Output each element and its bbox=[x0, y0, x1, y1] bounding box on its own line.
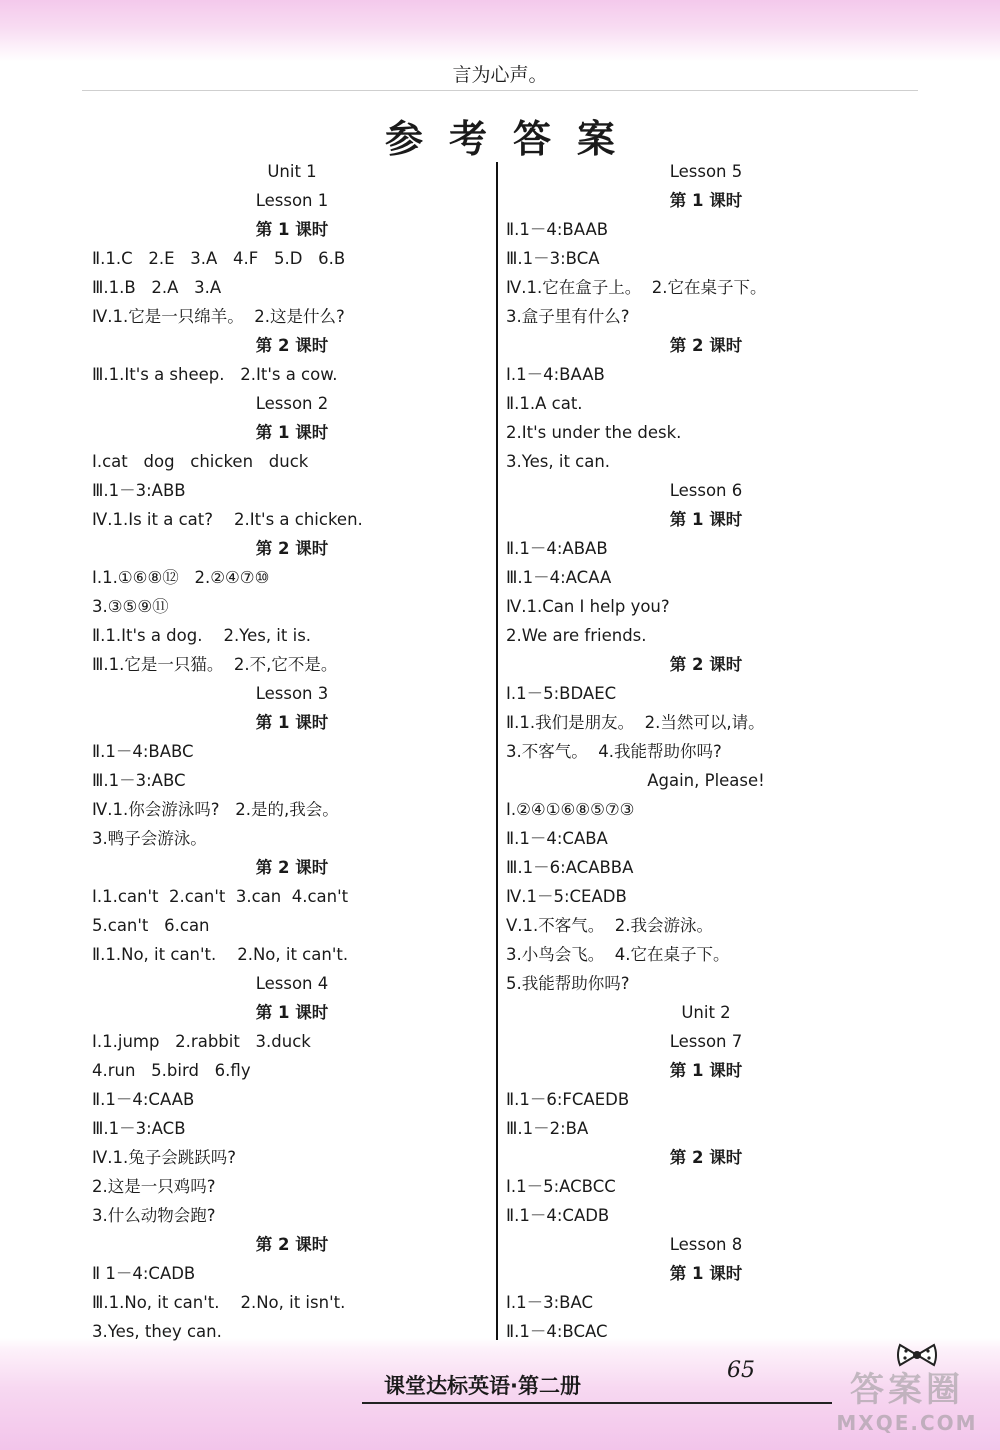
answer-line: Ⅰ.1－5:ACBCC bbox=[506, 1177, 616, 1196]
answer-line: 3.不客气。 4.我能帮助你吗? bbox=[506, 742, 722, 761]
answer-line: Ⅰ.cat dog chicken duck bbox=[92, 452, 309, 471]
answer-line: 3.什么动物会跑? bbox=[92, 1206, 216, 1225]
answer-column-right bbox=[506, 157, 906, 1346]
answer-line: Ⅳ.1.它在盒子上。 2.它在桌子下。 bbox=[506, 278, 767, 297]
answer-line: Ⅰ.1－5:BDAEC bbox=[506, 684, 617, 703]
section-heading: Lesson 3 bbox=[255, 684, 329, 703]
section-heading: Lesson 4 bbox=[255, 974, 329, 993]
answer-line: Ⅱ.1－4:ABAB bbox=[506, 539, 608, 558]
page-title: 参考答案 bbox=[384, 116, 641, 161]
section-heading: 第 1 课时 bbox=[255, 1003, 329, 1022]
answer-line: 2.这是一只鸡吗? bbox=[92, 1177, 216, 1196]
watermark-text: 答案圈 bbox=[850, 1370, 964, 1410]
answer-line: Ⅲ.1－2:BA bbox=[506, 1119, 589, 1138]
answer-line: 5.can't 6.can bbox=[92, 916, 210, 935]
section-heading: Lesson 5 bbox=[669, 162, 743, 181]
section-heading: Lesson 7 bbox=[669, 1032, 743, 1051]
header-rule bbox=[82, 90, 918, 91]
answer-line: Ⅰ.1－3:BAC bbox=[506, 1293, 594, 1312]
answer-line: 3.盒子里有什么? bbox=[506, 307, 630, 326]
section-heading: Lesson 8 bbox=[669, 1235, 743, 1254]
answer-line: 5.我能帮助你吗? bbox=[506, 974, 630, 993]
section-heading: 第 2 课时 bbox=[255, 858, 329, 877]
section-heading: 第 1 课时 bbox=[669, 1061, 743, 1080]
answer-line: Ⅱ.1.C 2.E 3.A 4.F 5.D 6.B bbox=[92, 249, 346, 268]
section-heading: Lesson 6 bbox=[669, 481, 743, 500]
answer-line: Ⅲ.1－4:ACAA bbox=[506, 568, 612, 587]
section-heading: Unit 1 bbox=[267, 162, 317, 181]
column-divider bbox=[496, 162, 498, 1340]
answer-line: 3.Yes, it can. bbox=[506, 452, 611, 471]
answer-line: Ⅲ.1－3:ABC bbox=[92, 771, 186, 790]
answer-line: 3.鸭子会游泳。 bbox=[92, 829, 207, 848]
answer-line: Ⅱ.1.我们是朋友。 2.当然可以,请。 bbox=[506, 713, 765, 732]
section-heading: 第 1 课时 bbox=[255, 220, 329, 239]
section-heading: 第 2 课时 bbox=[255, 1235, 329, 1254]
answer-line: Ⅱ.1－4:CAAB bbox=[92, 1090, 195, 1109]
answer-line: 2.It's under the desk. bbox=[506, 423, 682, 442]
section-heading: 第 2 课时 bbox=[669, 336, 743, 355]
answer-line: Ⅰ.1.can't 2.can't 3.can 4.can't bbox=[92, 887, 349, 906]
answer-line: Ⅱ.1－4:BCAC bbox=[506, 1322, 608, 1341]
header-motto: 言为心声。 bbox=[452, 64, 548, 86]
section-heading: 第 1 课时 bbox=[669, 191, 743, 210]
section-heading: 第 1 课时 bbox=[255, 423, 329, 442]
answer-line: Ⅱ.1.No, it can't. 2.No, it can't. bbox=[92, 945, 349, 964]
answer-line: Ⅲ.1.它是一只猫。 2.不,它不是。 bbox=[92, 655, 338, 674]
answer-line: Ⅲ.1.No, it can't. 2.No, it isn't. bbox=[92, 1293, 346, 1312]
answer-line: 2.We are friends. bbox=[506, 626, 647, 645]
watermark-url: MXQE.COM bbox=[836, 1411, 978, 1435]
section-heading: 第 1 课时 bbox=[255, 713, 329, 732]
bow-icon bbox=[896, 1342, 938, 1368]
section-heading: Lesson 2 bbox=[255, 394, 329, 413]
answer-line: Ⅱ.1－4:CADB bbox=[506, 1206, 610, 1225]
section-heading: Unit 2 bbox=[681, 1003, 731, 1022]
section-heading: 第 2 课时 bbox=[255, 336, 329, 355]
answer-line: Ⅱ.1.A cat. bbox=[506, 394, 583, 413]
answer-line: Ⅰ.②④①⑥⑧⑤⑦③ bbox=[506, 800, 635, 819]
answer-line: Ⅱ.1－4:CABA bbox=[506, 829, 608, 848]
watermark-logo bbox=[822, 1368, 992, 1440]
top-decorative-band bbox=[0, 0, 1000, 62]
answer-line: 3.Yes, they can. bbox=[92, 1322, 222, 1341]
answer-line: Ⅰ.1－4:BAAB bbox=[506, 365, 605, 384]
answer-line: Ⅲ.1－3:BCA bbox=[506, 249, 600, 268]
answer-line: Ⅰ.1.①⑥⑧⑫ 2.②④⑦⑩ bbox=[92, 568, 270, 587]
answer-column-left bbox=[92, 157, 492, 1346]
answer-line: Ⅱ.1－6:FCAEDB bbox=[506, 1090, 630, 1109]
answer-line: Ⅳ.1.它是一只绵羊。 2.这是什么? bbox=[92, 307, 345, 326]
answer-line: Ⅲ.1－3:ACB bbox=[92, 1119, 186, 1138]
section-heading: Lesson 1 bbox=[255, 191, 329, 210]
answer-line: Ⅳ.1.你会游泳吗? 2.是的,我会。 bbox=[92, 800, 339, 819]
answer-line: Ⅰ.1.jump 2.rabbit 3.duck bbox=[92, 1032, 311, 1051]
book-title: 课堂达标英语·第二册 bbox=[384, 1374, 581, 1398]
answer-line: Ⅱ.1－4:BABC bbox=[92, 742, 194, 761]
section-heading: Again, Please! bbox=[647, 771, 765, 790]
answer-line: 3.小鸟会飞。 4.它在桌子下。 bbox=[506, 945, 730, 964]
answer-line: Ⅱ 1－4:CADB bbox=[92, 1264, 196, 1283]
section-heading: 第 2 课时 bbox=[669, 655, 743, 674]
answer-line: Ⅳ.1.兔子会跳跃吗? bbox=[92, 1148, 236, 1167]
answer-line: Ⅲ.1－6:ACABBA bbox=[506, 858, 634, 877]
answer-line: Ⅴ.1.不客气。 2.我会游泳。 bbox=[506, 916, 714, 935]
answer-line: Ⅳ.1.Can I help you? bbox=[506, 597, 670, 616]
answer-line: Ⅱ.1.It's a dog. 2.Yes, it is. bbox=[92, 626, 312, 645]
page-number: 65 bbox=[727, 1358, 755, 1383]
section-heading: 第 2 课时 bbox=[255, 539, 329, 558]
answer-line: 3.③⑤⑨⑪ bbox=[92, 597, 169, 616]
section-heading: 第 1 课时 bbox=[669, 1264, 743, 1283]
answer-line: Ⅱ.1－4:BAAB bbox=[506, 220, 609, 239]
answer-line: 4.run 5.bird 6.fly bbox=[92, 1061, 251, 1080]
answer-line: Ⅳ.1－5:CEADB bbox=[506, 887, 627, 906]
answer-line: Ⅲ.1.It's a sheep. 2.It's a cow. bbox=[92, 365, 338, 384]
footer-rule bbox=[362, 1402, 832, 1404]
answer-line: Ⅲ.1.B 2.A 3.A bbox=[92, 278, 222, 297]
section-heading: 第 2 课时 bbox=[669, 1148, 743, 1167]
answer-line: Ⅲ.1－3:ABB bbox=[92, 481, 186, 500]
section-heading: 第 1 课时 bbox=[669, 510, 743, 529]
answer-line: Ⅳ.1.Is it a cat? 2.It's a chicken. bbox=[92, 510, 363, 529]
